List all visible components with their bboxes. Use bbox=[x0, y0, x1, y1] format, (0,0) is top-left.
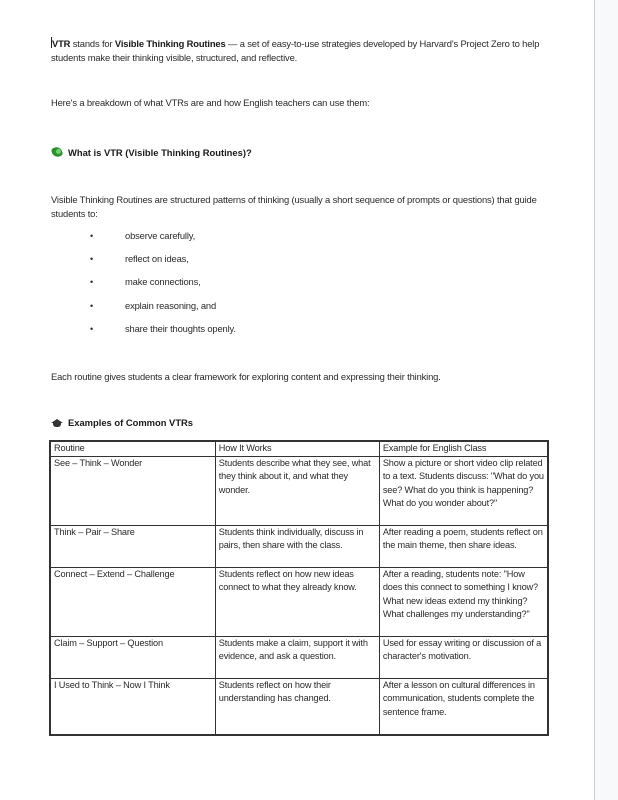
seedling-icon bbox=[51, 146, 63, 158]
list-item-text: observe carefully, bbox=[125, 230, 196, 241]
table-row bbox=[50, 678, 548, 735]
cell-example[interactable]: Used for essay writing or discussion of a character's motivation. bbox=[379, 636, 548, 678]
cell-example[interactable]: Show a picture or short video clip related to a text. Students discuss: "What do you see? What do you think is happening? What do you wonder about?" bbox=[379, 456, 548, 525]
table-row bbox=[50, 567, 548, 636]
intro-text-2: — a set of easy-to-use strategies developed by Harvard's Project Zero to help students make their thinking visible, structured, and reflective. bbox=[51, 38, 540, 63]
section-2-heading-text: Examples of Common VTRs bbox=[68, 417, 194, 428]
list-item[interactable] bbox=[51, 252, 236, 275]
cell-example[interactable]: After a reading, students note: "How does this connect to something I know? What new ideas extend my thinking? What challenges my understanding?" bbox=[379, 567, 548, 636]
table-row bbox=[50, 525, 548, 567]
bullet-list bbox=[51, 229, 236, 345]
list-item-text: share their thoughts openly. bbox=[125, 322, 236, 334]
cell-routine[interactable]: Think – Pair – Share bbox=[50, 525, 215, 567]
intro-paragraph[interactable] bbox=[51, 37, 546, 65]
side-panel-edge bbox=[594, 0, 618, 800]
cell-how-it-works[interactable]: Students reflect on how their understanding has changed. bbox=[215, 678, 379, 735]
list-item-text: explain reasoning, and bbox=[125, 299, 217, 311]
list-item[interactable] bbox=[51, 275, 236, 298]
cell-how-it-works[interactable]: Students think individually, discuss in pairs, then share with the class. bbox=[215, 525, 379, 567]
abbr-vtr: VTR bbox=[52, 38, 71, 49]
header-routine[interactable]: Routine bbox=[50, 441, 215, 456]
intro-term: Visible Thinking Routines bbox=[114, 38, 226, 49]
cell-routine[interactable]: See – Think – Wonder bbox=[50, 456, 215, 525]
cell-example[interactable]: After reading a poem, students reflect on the main theme, then share ideas. bbox=[379, 525, 548, 567]
list-item[interactable] bbox=[51, 229, 236, 252]
section-heading-what-is-vtr bbox=[51, 146, 252, 158]
bullet-icon: • bbox=[90, 277, 94, 288]
table-row bbox=[50, 636, 548, 678]
intro-text-1: stands for bbox=[70, 38, 115, 49]
cell-how-it-works[interactable]: Students describe what they see, what they think about it, and what they wonder. bbox=[215, 456, 379, 525]
list-item-text: reflect on ideas, bbox=[125, 253, 189, 265]
header-how-it-works[interactable]: How It Works bbox=[215, 441, 379, 456]
section-1-closing[interactable]: Each routine gives students a clear framework for exploring content and expressing their thinking. bbox=[51, 371, 441, 382]
table-row bbox=[50, 456, 548, 525]
bullet-icon: • bbox=[90, 254, 94, 265]
graduation-cap-icon bbox=[51, 418, 63, 428]
cell-example[interactable]: After a lesson on cultural differences in communication, students complete the sentence frame. bbox=[379, 678, 548, 735]
cell-routine[interactable]: Claim – Support – Question bbox=[50, 636, 215, 678]
section-1-body[interactable]: Visible Thinking Routines are structured patterns of thinking (usually a short sequence of prompts or questions) that guide students to: bbox=[51, 194, 537, 219]
bullet-icon: • bbox=[90, 323, 94, 334]
section-1-heading-text: What is VTR (Visible Thinking Routines)? bbox=[68, 146, 252, 158]
vtr-examples-table bbox=[49, 440, 549, 736]
cell-routine[interactable]: Connect – Extend – Challenge bbox=[50, 567, 215, 636]
breakdown-paragraph[interactable]: Here's a breakdown of what VTRs are and how English teachers can use them: bbox=[51, 97, 370, 108]
bullet-icon: • bbox=[90, 231, 94, 241]
list-item[interactable] bbox=[51, 322, 236, 345]
list-item-text: make connections, bbox=[125, 276, 201, 288]
bullet-icon: • bbox=[90, 300, 94, 311]
cell-routine[interactable]: I Used to Think – Now I Think bbox=[50, 678, 215, 735]
header-example[interactable]: Example for English Class bbox=[379, 441, 548, 456]
list-item[interactable] bbox=[51, 299, 236, 322]
cell-how-it-works[interactable]: Students reflect on how new ideas connect to what they already know. bbox=[215, 567, 379, 636]
table-header-row bbox=[50, 441, 548, 456]
cell-how-it-works[interactable]: Students make a claim, support it with evidence, and ask a question. bbox=[215, 636, 379, 678]
section-heading-examples bbox=[51, 417, 193, 428]
